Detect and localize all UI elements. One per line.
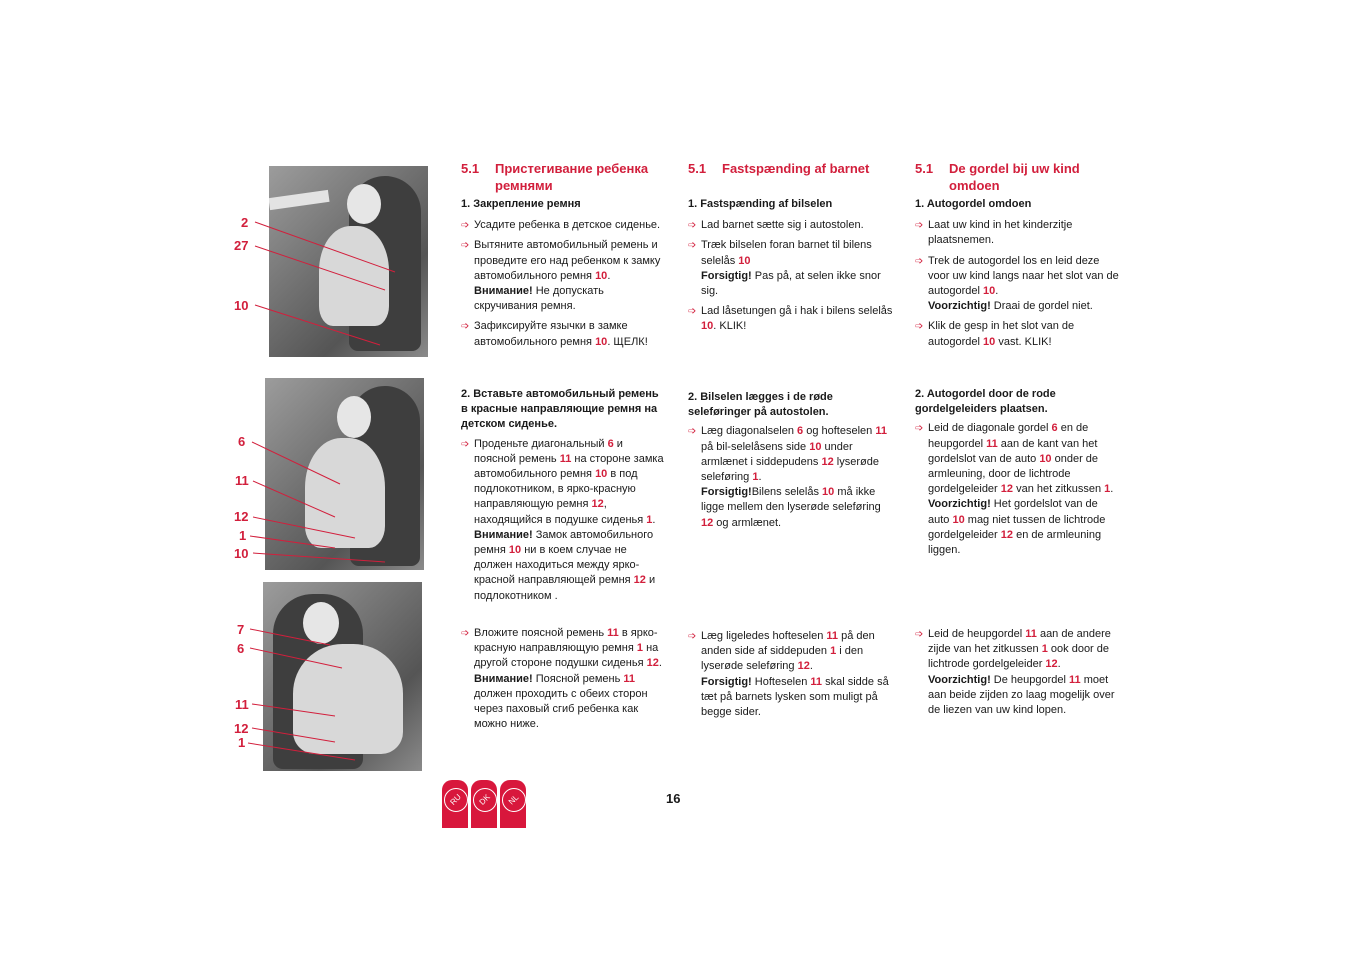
arrow-icon: ➩: [461, 628, 470, 639]
step-text: и подлокотником .: [474, 574, 656, 602]
step: [688, 629, 894, 720]
section-heading: 5.1 Пристегивание ребенка ремнями: [461, 160, 667, 194]
arrow-icon: ➩: [461, 240, 470, 252]
warning-label: Forsigtig!: [701, 675, 752, 688]
step-text: lyserøde seleføring: [701, 455, 879, 484]
ref-number: 10: [983, 285, 996, 298]
ref-number: 11: [875, 425, 887, 438]
ref-number: 1: [830, 645, 837, 658]
ref-number: 10: [595, 468, 608, 481]
warning-label: Voorzichtig!: [928, 673, 991, 686]
step: [915, 627, 1121, 718]
ref-number: 6: [797, 425, 804, 438]
figure-3-label-3: 11: [235, 697, 249, 712]
arrow-icon: ➩: [461, 220, 470, 232]
ref-number: 10: [738, 254, 751, 267]
step: [688, 304, 894, 334]
step-text: Laat uw kind in het kinderzitje plaatsnemen.: [928, 219, 1073, 247]
figure-2-label-4: 1: [239, 528, 247, 543]
warning-label: Voorzichtig!: [928, 300, 991, 313]
step-text: Leid de diagonale gordel: [928, 422, 1052, 435]
ref-number: 11: [1025, 628, 1037, 640]
figure-1-label-2: 27: [234, 238, 249, 253]
step-text: i den lyserøde seleføring: [701, 645, 864, 673]
ref-number: 11: [810, 675, 823, 688]
step: [688, 238, 894, 299]
tab-label: DK: [468, 783, 502, 817]
ref-number: 6: [1051, 422, 1058, 435]
step: [461, 238, 667, 314]
subsection-title: 2. Autogordel door de rode gordelgeleiders plaatsen.: [915, 388, 1056, 416]
ru-sub2-step2: [461, 626, 667, 732]
step-text: skal sidde så tæt på barnets lysken som muligt på begge sider.: [701, 675, 889, 719]
subsection-title: 2. Вставьте автомобильный ремень в красные направляющие ремня на детском сиденье.: [461, 388, 659, 431]
step-text: en de heupgordel: [928, 422, 1089, 450]
column-nl: [915, 160, 1121, 194]
arrow-icon: ➩: [688, 240, 697, 252]
ref-number: 1: [1041, 643, 1048, 656]
step-text: Не допускать скручивания ремня.: [474, 285, 604, 313]
step-text: .: [995, 285, 999, 298]
ref-number: 12: [1000, 483, 1014, 496]
step-text: Lad barnet sætte sig i autostolen.: [701, 219, 864, 232]
step-text: ook door de lichtrode gordelgeleider: [928, 643, 1110, 671]
step-text: onder de armleuning, door de lichtrode gordelgeleider: [928, 452, 1099, 496]
step-text: . ЩЕЛК!: [607, 335, 648, 348]
step: [915, 421, 1121, 558]
language-tab-nl: [500, 780, 526, 828]
step-text: Вытяните автомобильный ремень и проведите его над ребенком к замку автомобильного ремня: [474, 239, 661, 282]
ref-number: 12: [1045, 658, 1058, 671]
step-text: van het zitkussen: [1013, 483, 1105, 496]
ref-number: 12: [797, 660, 810, 673]
step: [915, 319, 1121, 349]
ref-number: 11: [607, 627, 619, 639]
warning-label: Voorzichtig!: [928, 498, 991, 511]
step-text: under armlænet i siddepudens: [701, 440, 853, 468]
ref-number: 10: [1039, 452, 1052, 465]
step-text: Draai de gordel niet.: [990, 300, 1093, 313]
ref-number: 10: [952, 513, 965, 526]
warning-label: Внимание!: [474, 285, 533, 298]
ref-number: 11: [1069, 673, 1081, 686]
figure-1-label-3: 10: [234, 298, 249, 313]
step-text: Læg diagonalselen: [701, 425, 798, 438]
ref-number: 11: [623, 672, 636, 685]
section-title: Пристегивание ребенка ремнями: [495, 161, 649, 193]
tab-label: RU: [439, 783, 473, 817]
arrow-icon: ➩: [688, 631, 697, 642]
ref-number: 10: [595, 335, 608, 348]
figure-1-label-1: 2: [241, 215, 249, 230]
step-text: .: [1057, 658, 1061, 671]
step-text: Leid de heupgordel: [928, 628, 1026, 640]
ref-number: 10: [508, 544, 522, 557]
ref-number: 12: [591, 498, 604, 511]
step-text: aan de andere zijde van het zitkussen: [928, 628, 1111, 656]
step: [688, 424, 894, 530]
ref-number: 1: [1104, 483, 1111, 496]
step-text: på bil-selelåsens side: [701, 440, 810, 453]
step-text: Замок автомобильного ремня: [474, 528, 654, 557]
step-text: må ikke ligge mellem den lyserøde seleføring: [701, 486, 881, 514]
nl-sub1: [915, 197, 1121, 350]
step-text: en de armleuning liggen.: [928, 528, 1102, 557]
column-ru: [461, 160, 667, 194]
dk-sub1: [688, 197, 894, 335]
figure-3-label-2: 6: [237, 641, 245, 656]
ref-number: 12: [821, 455, 834, 468]
step: [461, 218, 667, 233]
step: [915, 218, 1121, 248]
ref-number: 11: [826, 630, 839, 642]
step-text: .: [607, 269, 611, 282]
section-title: Fastspænding af barnet: [722, 161, 870, 176]
step-text: på den anden side af siddepuden: [701, 630, 875, 658]
ref-number: 1: [646, 513, 653, 526]
step: [461, 319, 667, 349]
ru-sub2: [461, 387, 667, 604]
arrow-icon: ➩: [915, 423, 924, 435]
figure-3-label-4: 12: [234, 721, 249, 736]
subsection-title: 1. Fastspænding af bilselen: [688, 198, 833, 210]
step: [915, 254, 1121, 315]
step-text: Усадите ребенка в детское сиденье.: [474, 219, 661, 232]
dk-sub2: [688, 390, 894, 531]
language-tab-dk: [471, 780, 497, 828]
nl-sub2: [915, 387, 1121, 558]
tab-label: NL: [497, 783, 531, 817]
arrow-icon: ➩: [461, 321, 470, 333]
arrow-icon: ➩: [915, 255, 924, 267]
dk-sub2-step2: [688, 629, 894, 720]
step-text: De heupgordel: [990, 673, 1070, 686]
ref-number: 11: [986, 437, 998, 450]
step: [688, 218, 894, 233]
step-text: moet aan beide zijden zo laag mogelijk over de liezen van uw kind lopen.: [928, 673, 1115, 717]
step-text: Поясной ремень: [532, 672, 624, 685]
arrow-icon: ➩: [688, 306, 697, 318]
arrow-icon: ➩: [688, 220, 697, 232]
section-heading: 5.1 De gordel bij uw kind omdoen: [915, 160, 1121, 194]
section-heading: 5.1 Fastspænding af barnet: [688, 161, 870, 176]
step-text: Lad låsetungen gå i hak i bilens selelås: [701, 305, 893, 318]
step-text: Læg ligeledes hofteselen: [701, 630, 827, 642]
ref-number: 10: [595, 269, 608, 282]
subsection-title: 1. Autogordel omdoen: [915, 198, 1032, 210]
ref-number: 12: [646, 657, 659, 670]
step: [461, 437, 667, 604]
ref-number: 11: [559, 452, 572, 465]
subsection-title: 2. Bilselen lægges i de røde seleføringer på autostolen.: [688, 391, 833, 419]
arrow-icon: ➩: [688, 426, 697, 438]
warning-label: Внимание!: [474, 672, 533, 685]
ref-number: 12: [701, 516, 714, 529]
step-text: Pas på, at selen ikke snor sig.: [701, 269, 881, 298]
ref-number: 12: [633, 574, 646, 587]
step: [461, 626, 667, 732]
ref-number: 6: [607, 437, 614, 450]
figure-2-label-1: 6: [238, 434, 246, 449]
step-text: Bilens selelås: [751, 486, 823, 499]
ru-sub1: [461, 197, 667, 350]
step-text: в под подлокотником, в ярко-красную направляющую ремня: [474, 468, 638, 511]
figure-2-label-2: 11: [235, 473, 249, 488]
arrow-icon: ➩: [461, 438, 470, 450]
step-text: Вложите поясной ремень: [474, 627, 608, 639]
arrow-icon: ➩: [915, 321, 924, 333]
subsection-title: 1. Закрепление ремня: [461, 198, 581, 210]
section-title: De gordel bij uw kind omdoen: [949, 161, 1080, 193]
ref-number: 10: [822, 486, 835, 499]
nl-sub2-step2: [915, 627, 1121, 718]
step-text: og hofteselen: [803, 425, 876, 438]
page-number: 16: [666, 791, 681, 806]
warning-label: Forsigtig!: [701, 486, 752, 499]
step-text: на другой стороне подушки сиденья: [474, 642, 659, 670]
step-text: на стороне замка автомобильного ремня: [474, 452, 664, 481]
step-text: ни в коем случае не должен находиться между ярко-красной направляющей ремня: [474, 544, 640, 587]
ref-number: 10: [983, 335, 996, 348]
language-tab-ru: [442, 780, 468, 828]
step-text: в ярко-красную направляющую ремня: [474, 627, 658, 655]
ref-number: 12: [1000, 528, 1014, 541]
step-text: vast. KLIK!: [995, 335, 1052, 348]
arrow-icon: ➩: [915, 220, 924, 232]
figure-2-label-5: 10: [234, 546, 249, 561]
step-text: .: [652, 513, 656, 526]
ref-number: 1: [752, 471, 759, 484]
step-text: Hofteselen: [751, 675, 811, 688]
step-text: Зафиксируйте язычки в замке автомобильного ремня: [474, 320, 628, 348]
step-text: aan de kant van het gordelslot van de auto: [928, 437, 1098, 465]
step-text: og armlænet.: [713, 516, 782, 529]
step-text: Het gordelslot van de auto: [928, 498, 1098, 526]
figure-3-label-5: 1: [238, 735, 246, 750]
step-text: mag niet tussen de lichtrode gordelgeleider: [928, 513, 1106, 541]
step-text: Проденьте диагональный: [474, 437, 608, 450]
step-text: Klik de gesp in het slot van de autogordel: [928, 320, 1075, 348]
ref-number: 10: [701, 320, 714, 333]
step-text: .: [658, 657, 662, 670]
warning-label: Forsigtig!: [701, 269, 752, 282]
step-text: , находящийся в подушке сиденья: [474, 498, 647, 526]
step-text: .: [1110, 483, 1114, 496]
ref-number: 10: [809, 440, 822, 453]
step-text: . KLIK!: [713, 320, 747, 333]
arrow-icon: ➩: [915, 629, 924, 640]
step-text: должен проходить с обеих сторон через паховый сгиб ребенка как можно ниже.: [474, 687, 648, 731]
step-text: .: [809, 660, 813, 673]
figure-2-label-3: 12: [234, 509, 249, 524]
step-text: .: [758, 471, 762, 484]
warning-label: Внимание!: [474, 528, 533, 541]
step-text: и поясной ремень: [474, 437, 623, 465]
column-dk: [688, 160, 894, 177]
ref-number: 1: [636, 642, 644, 655]
step-text: Træk bilselen foran barnet til bilens selelås: [701, 239, 872, 267]
figure-3-label-1: 7: [237, 622, 245, 637]
step-text: Trek de autogordel los en leid deze voor uw kind langs naar het slot van de autogordel: [928, 254, 1119, 298]
